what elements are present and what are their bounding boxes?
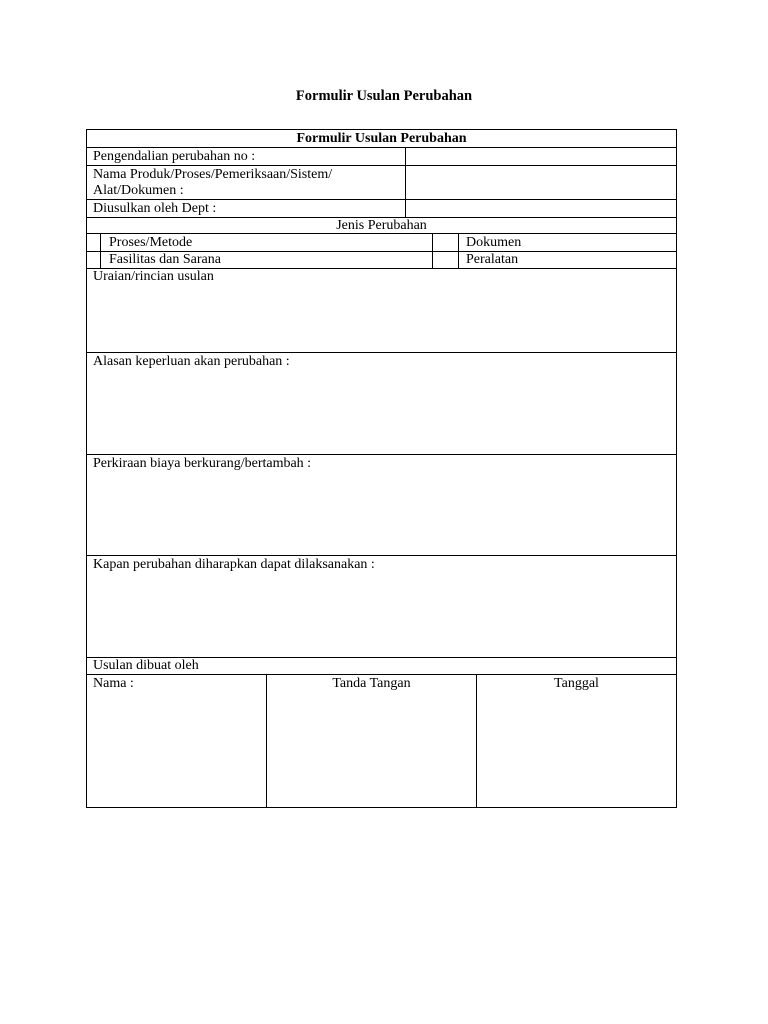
reason-label: Alasan keperluan akan perubahan : bbox=[93, 354, 290, 369]
option-process-method: Proses/Metode bbox=[109, 235, 193, 250]
form-header: Formulir Usulan Perubahan bbox=[296, 131, 467, 146]
proposed-by-dept-label: Diusulkan oleh Dept : bbox=[93, 201, 217, 216]
change-type-heading: Jenis Perubahan bbox=[336, 218, 427, 233]
signoff-date-label: Tanggal bbox=[554, 676, 599, 691]
signoff-signature-label: Tanda Tangan bbox=[332, 676, 411, 691]
checkbox-divider bbox=[458, 233, 459, 268]
option-document: Dokumen bbox=[466, 235, 522, 250]
checkbox-process-method[interactable] bbox=[87, 234, 100, 251]
checkbox-equipment[interactable] bbox=[433, 252, 458, 268]
signoff-date-field[interactable] bbox=[477, 693, 676, 807]
cost-estimate-field[interactable] bbox=[87, 473, 676, 555]
description-field[interactable] bbox=[87, 286, 676, 352]
item-name-field[interactable] bbox=[406, 166, 676, 199]
option-equipment: Peralatan bbox=[466, 252, 519, 267]
option-facilities: Fasilitas dan Sarana bbox=[109, 252, 221, 267]
cost-estimate-label: Perkiraan biaya berkurang/bertambah : bbox=[93, 456, 312, 471]
signoff-name-field[interactable] bbox=[87, 693, 266, 807]
proposed-by-dept-field[interactable] bbox=[406, 200, 676, 217]
checkbox-document[interactable] bbox=[433, 234, 458, 251]
change-control-no-label: Pengendalian perubahan no : bbox=[93, 149, 256, 164]
item-name-label-line1: Nama Produk/Proses/Pemeriksaan/Sistem/ bbox=[93, 167, 333, 182]
change-request-form bbox=[86, 129, 677, 808]
checkbox-facilities[interactable] bbox=[87, 252, 100, 268]
implementation-time-label: Kapan perubahan diharapkan dapat dilaksanakan : bbox=[93, 557, 375, 572]
change-control-no-field[interactable] bbox=[406, 148, 676, 165]
description-label: Uraian/rincian usulan bbox=[93, 269, 214, 284]
signoff-name-label: Nama : bbox=[93, 676, 134, 691]
item-name-label-line2: Alat/Dokumen : bbox=[93, 183, 184, 198]
signoff-heading: Usulan dibuat oleh bbox=[93, 658, 199, 673]
document-title: Formulir Usulan Perubahan bbox=[295, 88, 473, 104]
signoff-signature-field[interactable] bbox=[267, 693, 476, 807]
checkbox-divider bbox=[100, 233, 101, 268]
reason-field[interactable] bbox=[87, 371, 676, 454]
implementation-time-field[interactable] bbox=[87, 574, 676, 657]
